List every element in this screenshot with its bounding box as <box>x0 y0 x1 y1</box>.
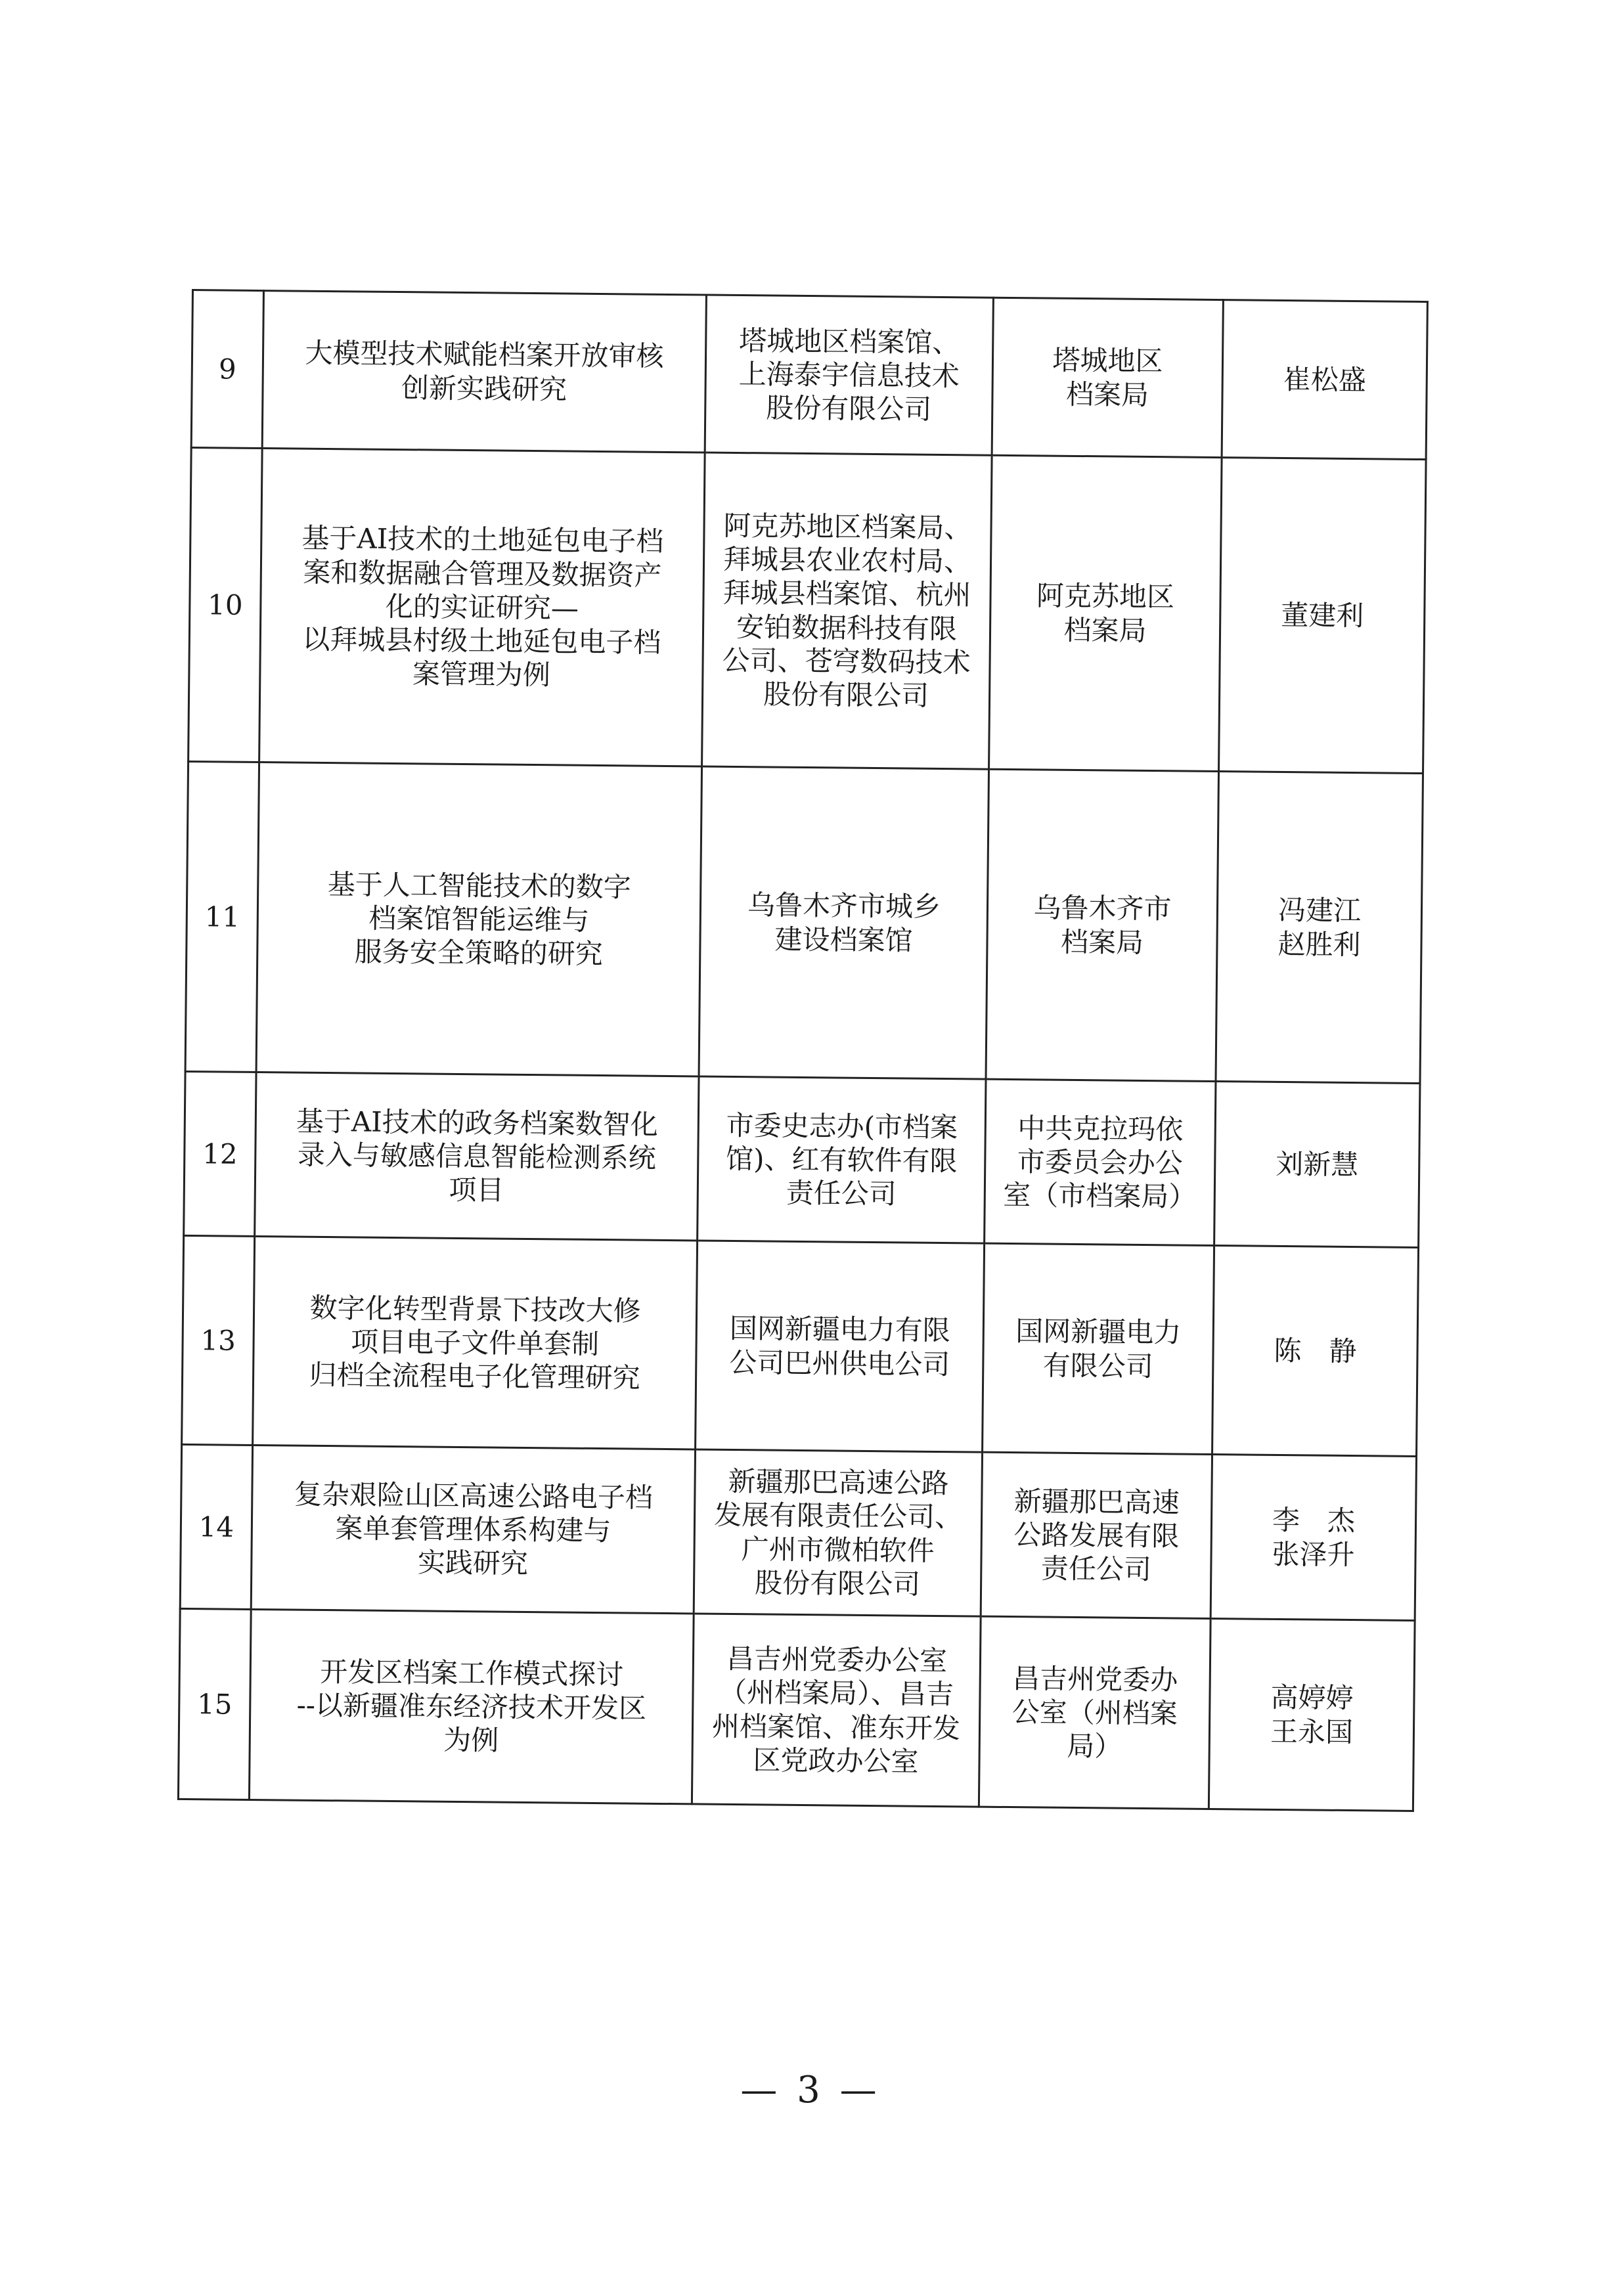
undertaking-units: 昌吉州党委办公室 （州档案局）、昌吉 州档案馆、准东开发 区党政办公室 <box>692 1614 981 1807</box>
project-title: 大模型技术赋能档案开放审核 创新实践研究 <box>262 291 706 453</box>
project-title: 复杂艰险山区高速公路电子档 案单套管理体系构建与 实践研究 <box>251 1445 695 1613</box>
responsible-department: 新疆那巴高速 公路发展有限 责任公司 <box>981 1452 1212 1618</box>
row-number: 15 <box>178 1608 251 1799</box>
undertaking-units: 国网新疆电力有限 公司巴州供电公司 <box>696 1241 985 1452</box>
project-title: 开发区档案工作模式探讨 --以新疆准东经济技术开发区 为例 <box>249 1609 694 1803</box>
undertaking-units: 新疆那巴高速公路 发展有限责任公司、 广州市微柏软件 股份有限公司 <box>694 1449 982 1616</box>
project-title: 数字化转型背景下技改大修 项目电子文件单套制 归档全流程电子化管理研究 <box>253 1236 698 1449</box>
row-number: 12 <box>184 1071 256 1236</box>
project-leader: 陈 静 <box>1212 1246 1419 1457</box>
table-row <box>184 1071 1420 1247</box>
project-table <box>177 289 1429 1812</box>
responsible-department: 中共克拉玛依 市委员会办公 室（市档案局） <box>985 1079 1216 1245</box>
row-number: 14 <box>180 1444 252 1609</box>
project-leader: 崔松盛 <box>1222 300 1427 460</box>
table-row <box>185 761 1423 1083</box>
table-row <box>180 1444 1416 1620</box>
project-leader: 李 杰 张泽升 <box>1210 1454 1416 1620</box>
undertaking-units: 市委史志办(市档案 馆)、红有软件有限 责任公司 <box>698 1076 986 1243</box>
row-number: 9 <box>191 290 263 449</box>
responsible-department: 塔城地区 档案局 <box>992 298 1223 457</box>
row-number: 11 <box>185 761 259 1072</box>
project-leader: 冯建江 赵胜利 <box>1216 772 1423 1084</box>
responsible-department: 阿克苏地区 档案局 <box>989 455 1222 771</box>
undertaking-units: 阿克苏地区档案局、 拜城县农业农村局、 拜城县档案馆、杭州 安铂数据科技有限 公司、苍穹数码技术 股份有限公司 <box>702 453 992 769</box>
responsible-department: 乌鲁木齐市 档案局 <box>986 769 1219 1081</box>
project-title: 基于AI技术的土地延包电子档 案和数据融合管理及数据资产 化的实证研究— 以拜城县村级土地延包电子档 案管理为例 <box>259 449 705 766</box>
table-row <box>182 1235 1419 1456</box>
undertaking-units: 塔城地区档案馆、 上海泰宇信息技术 股份有限公司 <box>705 295 993 455</box>
project-leader: 高婷婷 王永国 <box>1209 1618 1415 1811</box>
table-row <box>191 290 1427 460</box>
project-title: 基于人工智能技术的数字 档案馆智能运维与 服务安全策略的研究 <box>256 762 701 1076</box>
row-number: 10 <box>189 448 263 762</box>
project-title: 基于AI技术的政务档案数智化 录入与敏感信息智能检测系统 项目 <box>255 1072 699 1240</box>
table-row <box>189 448 1427 774</box>
row-number: 13 <box>182 1235 255 1445</box>
project-leader: 刘新慧 <box>1214 1082 1420 1248</box>
responsible-department: 国网新疆电力 有限公司 <box>983 1243 1214 1454</box>
undertaking-units: 乌鲁木齐市城乡 建设档案馆 <box>699 766 989 1079</box>
table-row <box>178 1608 1415 1811</box>
project-leader: 董建利 <box>1219 458 1427 774</box>
page-number: — 3 — <box>740 2069 881 2111</box>
responsible-department: 昌吉州党委办 公室（州档案 局） <box>979 1616 1210 1809</box>
